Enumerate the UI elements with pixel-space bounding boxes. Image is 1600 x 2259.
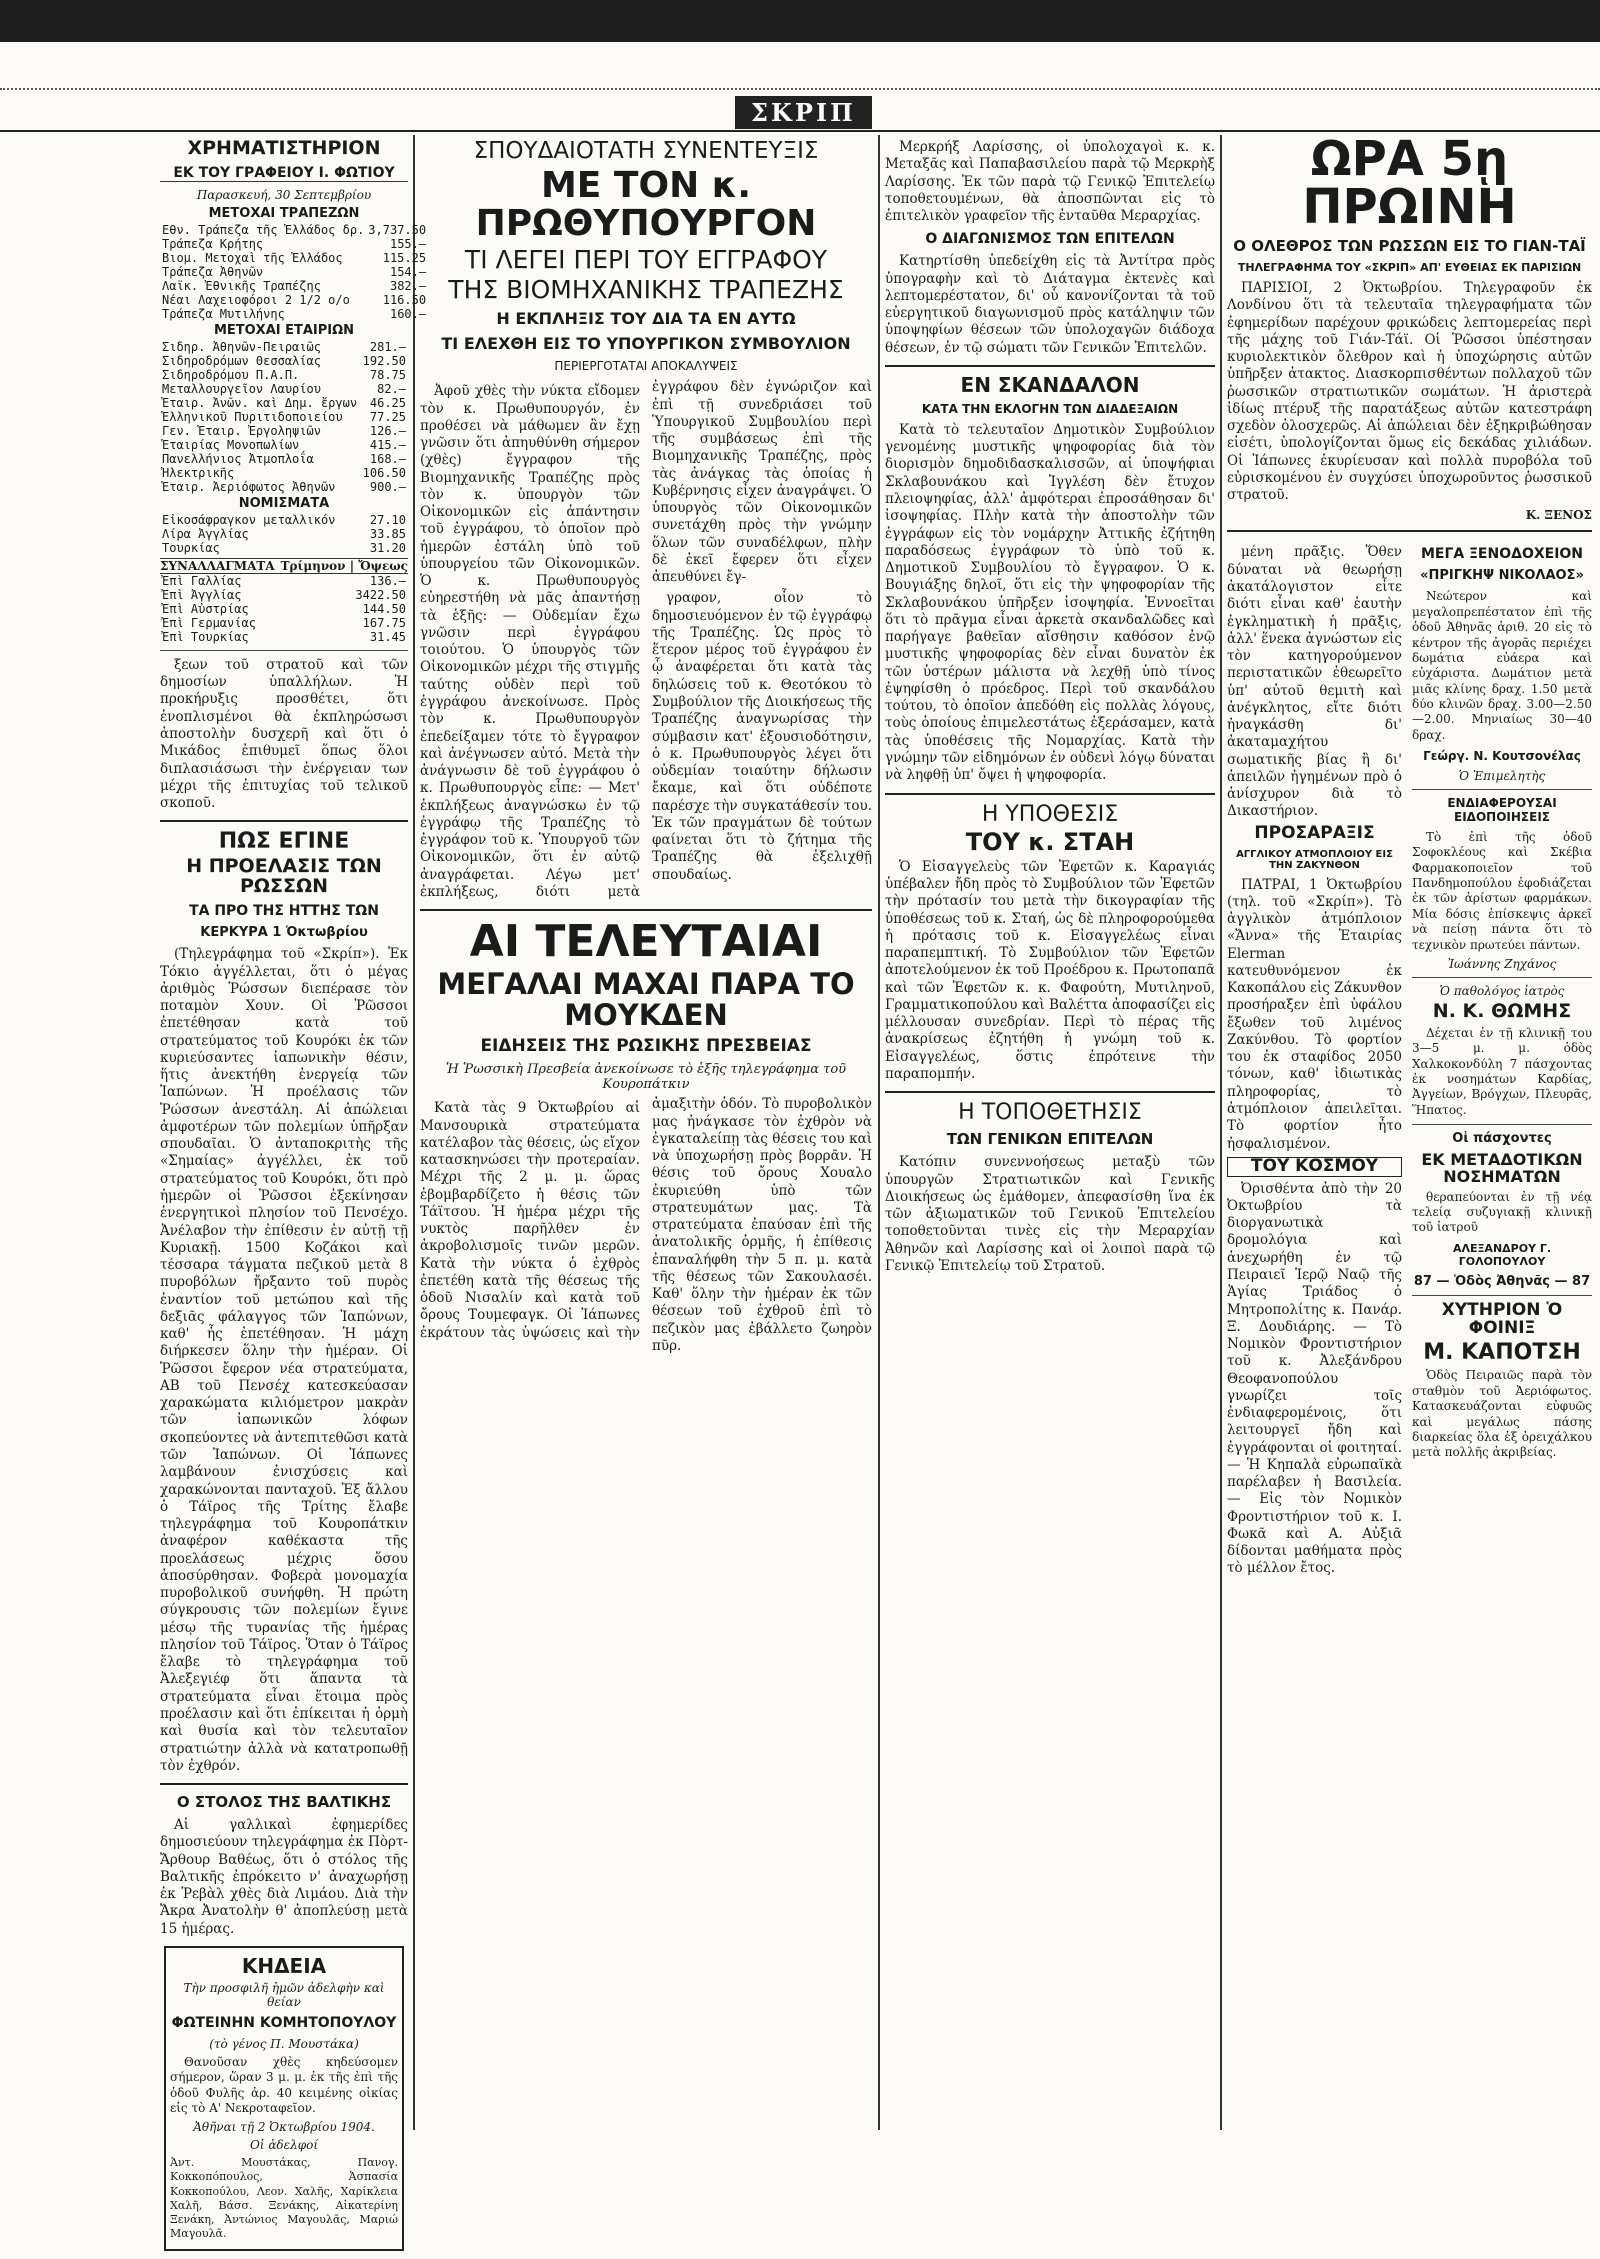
ad-title: ΕΝΔΙΑΦΕΡΟΥΣΑΙ ΕΙΔΟΠΟΙΗΣΕΙΣ [1447, 796, 1557, 825]
quote-value: 154.— [389, 264, 427, 279]
headline: ΤΗΣ ΒΙΟΜΗΧΑΝΙΚΗΣ ΤΡΑΠΕΖΗΣ [448, 274, 844, 304]
coins-title: ΝΟΜΙΣΜΑΤΑ [238, 495, 330, 511]
fx-title: ΣΥΝΑΛΛΑΓΜΑΤΑ [160, 558, 275, 573]
headline: ΤΟΥ ΚΟΣΜΟΥ [1227, 1157, 1402, 1177]
headline: Η ΠΡΟΕΛΑΣΙΣ ΤΩΝ ΡΩΣΣΩΝ [186, 855, 382, 898]
ad-signature-role: Ὁ Ἐπιμελητὴς [1458, 769, 1546, 784]
quote-row [160, 480, 408, 494]
quote-row [160, 513, 408, 527]
quote-name: Ἑλληνικοῦ Πυριτιδοποιείου [162, 409, 343, 424]
funeral-title: ΚΗΔΕΙΑ [241, 1953, 327, 1978]
article-body: (Τηλεγράφημα τοῦ «Σκρίπ»). Ἐκ Τόκιο ἀγγέλλεται, ὅτι ὁ μέγας ἀριθμὸς Ῥώσσων διεπέρασε τὸν ποταμὸν Χουν. Οἱ Ῥῶσσοι ἐπετέθησαν κατὰ τοῦ στρατεύματος τοῦ Κουρόκι ἐκ τῶν κυριεύσαντες ἰαπωνικὴν θέσιν, ἥτις ἀνεκτήθη ἐνεργείᾳ τῶν Ἰαπώνων. Ἡ προέλασις τῶν Ῥώσσων ἀνεστάλη. Αἱ ἀπώλειαι ἀμφοτέρων τῶν πολεμίων ὑπῆρξαν σπουδαῖαι. Ὁ ἀνταποκριτὴς τῆς «Σημαίας» ἀγγέλλει, ἐκ τοῦ στρατεύματος τοῦ Κουρόκι, ὅτι πρὸ ἡμερῶν οἱ Ῥῶσσοι ἐξεκίνησαν ἐνεργητικοὶ πλησίον τοῦ Πενσέχο. Ἀνέλαβον τὴν ἐπίθεσιν ἐν αὐτῇ τῇ Κυριακῇ. 1500 Κοζάκοι καὶ τέσσαρα τάγματα πεζικοῦ μετὰ 8 πυροβόλων ἤρξαντο τοῦ πυρὸς ἐναντίον τοῦ μετώπου καὶ τῆς δεξιᾶς φάλαγγος τῶν Ἰαπώνων, καθ' ἧς ἐπετέθησαν. Ἡ μάχη διήρκεσεν ὅλην τὴν ἡμέραν. Οἱ Ῥῶσσοι ἔφερον νέα στρατεύματα, ΑΒ τοῦ Πενσέχ κατεσκεύασαν χαρακώματα κιλιόμετρον μακρὰν τῶν ἰαπωνικῶν λόφων σκοπεύοντες νὰ ἀντεπιτεθῶσι κατὰ τῶν Ἰαπώνων. Οἱ Ἰάπωνες λαμβάνουν ἐνισχύσεις καὶ χαρακώνονται πανταχοῦ. Ἐξ ἄλλου ὁ Τάϊρος τῆς Τρίτης ἔλαβε τηλεγράφημα τοῦ Κουροπάτκιν ἀναφέρον καθέκαστα τῆς προελάσεως μέχρις ὅσου ἀποσύρθησαν. Φοβερὰ μονομαχία πυροβολικοῦ συνήφθη. Ἡ πρώτη σύγκρουσις τῶν πολεμίων ἔγινε μέσῳ τῆς τυρανίας τῆς ἡμέρας πλησίον τοῦ Τάϊρος. Ὅταν ὁ Τάϊρος ἔλαβε τὸ τηλεγράφημα τοῦ Ἀλεξεγιέφ ὅτι ἅπαντα τὰ στρατεύματα εἶναι ἕτοιμα πρὸς προέλασιν καὶ ὅτι ἐπίκειται ἡ ὁρμὴ καὶ θυσία καὶ τὸν τελευταῖον στρατιώτην ἀλλὰ νὰ κατατροπωθῇ τὸν ἐχθρόν. [160, 946, 408, 1774]
ad-name: ΑΛΕΞΑΝΔΡΟΥ Γ. ΓΟΛΟΠΟΥΛΟΥ [1452, 1241, 1552, 1268]
quote-row [160, 588, 408, 602]
quote-value: 144.50 [362, 601, 406, 616]
quote-value: 31.20 [369, 540, 406, 555]
article-body: Ὁ Εἰσαγγελεὺς τῶν Ἐφετῶν κ. Καραγιάς ὑπέβαλεν ἤδη πρὸς τὸ Συμβούλιον τῶν Ἐφετῶν τὴν πρότασίν του μετὰ τὴν δικογραφίαν τῆς ὑποθέσεως τοῦ κ. Σταή, ὡς δὲ πληροφορούμεθα ἡ πρότασις τοῦ κ. Εἰσαγγελέως εἶναι παραπεμπτική. Τὸ Συμβούλιον τῶν Ἐφετῶν ἀποτελούμενον ἐκ τοῦ Προέδρου κ. Πρωτοπαπᾶ καὶ τῶν Ἐφετῶν κ. κ. Φαφούτη, Μυτιληνοῦ, Γραμματικοπούλου καὶ Βαλέττα ἀποφασίζει εἰς μέλλουσαν συνεδρίαν. Περὶ τὸ πέρας τῆς ἀνακρίσεως ἐζητήθη ἡ γνώμη τοῦ κ. Εἰσαγγελέως, ὅστις ἐπρότεινε τὴν παραπομπήν. [885, 858, 1215, 1082]
article-body: ΠΑΡΙΣΙΟΙ, 2 Ὀκτωβρίου. Τηλεγραφοῦν ἐκ Λονδίνου ὅτι τὰ τελευταῖα τηλεγραφήματα τῶν ἐφημερίδων παρέχουν φρικώδεις λεπτομερείας περὶ τῆς μάχης τοῦ Γιάν-Τάϊ. Οἱ Ῥῶσσοι ὑπέστησαν κυριολεκτικὸν ὄλεθρον καὶ ἡ ὑποχώρησις αὐτῶν ὑπῆρξεν ἀτακτος. Διασκορπισθέντων πολλαχοῦ τῶν ῥωσσικῶν στρατιωτικῶν σωμάτων. Ἡ ἀριστερὰ ἰδίως πτέρυξ τῆς παρατάξεως αὐτῶν κατεστράφη σχεδὸν ὁλοσχερῶς. Αἱ ἀπώλειαι δὲν ἐξηκριβώθησαν εἰσέτι, ὑπολογίζονται ὅμως εἰς δεκάδας χιλιάδων. Οἱ Ἰάπωνες ἐκυρίευσαν καὶ πολλὰ πυροβόλα τοῦ εὐρισκομένου ἐν συγχύσει ὑποχωροῦντος ῥωσσικοῦ στρατοῦ. [1227, 280, 1592, 504]
coins-table [160, 513, 408, 555]
column-telegraph [1227, 131, 1592, 1582]
ad-name: «ΠΡΙΓΚΗΨ ΝΙΚΟΛΑΟΣ» [1420, 568, 1584, 584]
column-rule [1220, 135, 1222, 2130]
quote-name: Σιδηροδρόμου Π.Α.Π. [162, 367, 300, 382]
column-rule [878, 135, 880, 2130]
quote-value: 160.— [389, 306, 427, 321]
article-body: Κατὰ τὸ τελευταῖον Δημοτικὸν Συμβούλιον γενομένης μυστικῆς ψηφοφορίας διὰ τὸν διορισμὸν δημοδιδασκαλισσῶν, αἱ ὑποψήφιαι Σκλαβουνάκου καὶ Ἰγγλέση δὲν ἔτυχον πλειοψηφίας, ἀλλ' ἀμφότεραι ἐπροσάθησαν δι' ἰσοψηφίας. Πλὴν κατὰ τὴν ἀποστολὴν τῶν ἐγγράφων εἰς τὸν νομάρχην Ἀττικῆς ἐζήτηθη παραδόσεως ἐγγράφων τὸ ὑπὸ τοῦ κ. Δημοτικοῦ Συμβουλίου τὸ ἔγγραφον. Ὁ κ. Βουγιάξης δηλοῖ, ὅτι εἰς τὴν ψηφοφορίαν τῆς Σκλαβουνάκου ὑπῆρξεν ἰσοψηφία. Ἐννοεῖται ὅτι τὸ πρᾶγμα εἶναι ἀρκετὰ σκανδαλῶδες καὶ παρήγαγε βαθεῖαν αἴσθησιν καθόσον ἐνῷ μυστικῆς ψηφοφορίας δὲν εἶναι δυνατὸν ἐκ τῶν ὑστέρων μάλιστα νὰ λεχθῇ ὑπὸ τίνος ἐψηφίσθη ὁ πρόεδρος. Περὶ τοῦ σκανδάλου τούτου, τὸ ὁποῖον ἀπεδόθη εἰς πολλὰς λόγους, τοὺς ὁποίους ἐπιμελεστάτως ἐξεράσαμεν, κατὰ τὰς ὑποθέσεις τῆς Νομαρχίας. Κατὰ τὴν γνώμην τῶν εἰδημόνων ἐν οὐδενὶ λόγῳ δύναται νὰ ληφθῇ ὑπ' ὄψει ἡ ψηφοφορία. [885, 421, 1215, 784]
quote-row [160, 438, 408, 452]
quote-row [160, 307, 428, 321]
quote-name: Ἐπὶ Αὐστρίας [162, 601, 249, 616]
quote-name: Ἐπὶ Τουρκίας [162, 629, 249, 644]
quote-row [160, 354, 408, 368]
funeral-date: Ἀθῆναι τῇ 2 Ὀκτωβρίου 1904. [193, 2120, 375, 2135]
headline: Η ΥΠΟΘΕΣΙΣ [981, 801, 1119, 827]
main-headline: ΜΕ ΤΟΝ κ. ΠΡΩΘΥΠΟΥΡΓΟΝ [475, 165, 817, 244]
ad-body: Ὁδὸς Πειραιῶς παρὰ τὸν σταθμὸν τοῦ Ἀεριόφωτος. Κατασκευάζονται εὐφυῶς καὶ μεγάλως πάσης διαρκείας ὅλα ἐξ ὀρειχάλκου μετὰ πολλῆς ἀκριβείας. [1412, 1368, 1592, 1460]
quote-row [160, 340, 408, 354]
ad-body: Τὸ ἐπὶ τῆς ὁδοῦ Σοφοκλέους καὶ Σκέβια Φαρμακοποιεῖον τοῦ Πανδημοπούλου ἐφοδιάζεται ἐκ τῶν ἀρίστων φαρμάκων. Μία δόσις ἐπίσκεψις ἀρκεῖ νὰ πείσῃ πάντα ὅτι τὸ τεχνικὸν πρωτεύει πάντων. [1412, 830, 1592, 952]
quote-value: 82.— [377, 381, 406, 396]
ad-title: Οἱ πάσχοντες [1452, 1131, 1552, 1147]
column-news [885, 135, 1215, 1279]
battle-columns [420, 1096, 872, 1355]
quote-row [160, 293, 428, 307]
fx-table [160, 574, 408, 644]
quote-row [160, 223, 428, 237]
ad-signature: Ἰωάννης Ζηχάνος [1447, 956, 1557, 971]
quote-value: 167.75 [362, 615, 406, 630]
article-body: Κατηρτίσθη ὑπεδείχθη εἰς τὰ Ἀντίτρα πρὸς ὑπογραφὴν καὶ τὸ Διάταγμα ἐκτενὲς καὶ λεπτομερέστατον, δι' οὗ κανονίζονται τὰ τοῦ εὐεργητικοῦ διαγωνισμοῦ πρὸς κατάληψιν τῶν ὑποψηφίων θέσεων τῶν ὑπολοχαγῶν διάδοχα θέσεων, ἐν τῷ σώματι τῶν Γενικῶν Ἐπιτελῶν. [885, 253, 1215, 356]
quote-name: Εἰκοσάφραγκον μεταλλικόν [162, 512, 336, 527]
column-market [160, 135, 427, 2259]
banks-title: ΜΕΤΟΧΑΙ ΤΡΑΠΕΖΩΝ [208, 205, 360, 221]
funeral-sig: Οἱ ἀδελφοί [249, 2138, 319, 2153]
quote-value: 106.50 [362, 465, 406, 480]
quote-row [160, 424, 408, 438]
headline-kicker: ΣΠΟΥΔΑΙΟΤΑΤΗ ΣΥΝΕΝΤΕΥΞΙΣ [473, 138, 819, 164]
subheadline: ΤΙ ΕΛΕΧΘΗ ΕΙΣ ΤΟ ΥΠΟΥΡΓΙΚΟΝ ΣΥΜΒΟΥΛΙΟΝ [441, 334, 851, 354]
quote-row [160, 616, 408, 630]
quote-name: Τράπεζα Κρήτης [162, 236, 264, 251]
quote-name: Εθν. Τράπεζα τῆς Ἑλλάδος δρ. [162, 222, 365, 237]
quote-row [160, 396, 408, 410]
quote-value: 27.10 [369, 512, 406, 527]
market-date: Παρασκευή, 30 Σεπτεμβρίου [196, 187, 372, 202]
ad-title: Ὁ παθολόγος ἰατρὸς [1439, 983, 1565, 998]
subheadline: ΠΕΡΙΕΡΓΟΤΑΤΑΙ ΑΠΟΚΑΛΥΨΕΙΣ [554, 359, 738, 374]
quote-row [160, 574, 408, 588]
ad-title: ΧΥΤΗΡΙΟΝ Ὁ ΦΟΙΝΙΞ [1441, 1299, 1563, 1338]
column-rule [413, 135, 415, 2130]
quote-name: Ἐπὶ Γερμανίας [162, 615, 256, 630]
headline: ΠΡΟΣΑΡΑΞΙΣ [1254, 822, 1375, 843]
quote-name: Τράπεζα Ἀθηνῶν [162, 264, 264, 279]
ad-signature: Γεώργ. Ν. Κουτσονέλας [1423, 749, 1581, 764]
article-body: γραφον, οἷον τὸ δημοσιευόμενον ἐν τῷ ἐγγράφῳ τῆς Τραπέζης. Ὡς πρὸς τὸ ἕτερον μέρος τοῦ ἐγγράφου ἐν ᾧ ἀναφέρεται ὅτι κατὰ τὰς δηλώσεις τοῦ κ. Θεοτόκου τὸ Συμβούλιον τῆς Διοικήσεως τῆς Τραπέζης ἀναγνωρίσας τὴν σύμβασιν κατ' ἐξουσιοδότησιν, ὁ κ. Πρωθυπουργὸς λέγει ὅτι οὐδεμίαν τοιαύτην δήλωσιν ἔκαμε, καὶ ὅτι οὐδέποτε παρέσχε τὴν συγκατάθεσίν του. Ἐκ τῶν πραγμάτων δὲ τούτων φαίνεται ὅτι τὸ ζήτημα τῆς Τραπέζης θὰ ἐξελιχθῇ σπουδαίως. [652, 590, 872, 883]
quote-name: Ἑταιρ. Ἀεριόφωτος Ἀθηνῶν [162, 479, 336, 494]
headline: ΤΙ ΛΕΓΕΙ ΠΕΡΙ ΤΟΥ ΕΓΓΡΑΦΟΥ [464, 244, 828, 274]
headline: ΕΝ ΣΚΑΝΔΑΛΟΝ [960, 372, 1140, 397]
quote-name: Μεταλλουργεῖον Λαυρίου [162, 381, 321, 396]
headline: Ο ΣΤΟΛΟΣ ΤΗΣ ΒΑΛΤΙΚΗΣ [176, 1793, 392, 1812]
quote-name: Τράπεζα Μυτιλήνης [162, 306, 285, 321]
ad-body: Δέχεται ἐν τῇ κλινικῇ του 3—5 μ. μ. ὁδὸς Χαλκοκονδύλη 7 πάσχοντας ἐκ νοσημάτων Καρδίας, Ἀγγείων, Βρόγχων, Πλευρᾶς, Ἥπατος. [1412, 1025, 1592, 1117]
ad-name: Μ. ΚΑΠΟΤΣΗ [1423, 1340, 1581, 1366]
quote-row [160, 265, 428, 279]
funeral-body: Θανοῦσαν χθὲς κηδεύσομεν σήμερον, ὥραν 3 μ. μ. ἐκ τῆς ἐπὶ τῆς ὁδοῦ Φυλῆς ἀρ. 40 κειμένης οἰκίας εἰς τὸ Α' Νεκροταφεῖον. [170, 2054, 398, 2115]
quote-value: 116.50 [382, 292, 427, 307]
fx-header: ΣΥΝΑΛΛΑΓΜΑΤΑ Τρίμηνον | Ὄψεως [160, 558, 408, 573]
ad-body: θεραπεύονται ἐν τῇ νέᾳ τελείᾳ συζυγιακῇ κλινικῇ τοῦ ἰατροῦ [1412, 1189, 1592, 1235]
article-body: Κατὰ τὰς 9 Ὀκτωβρίου αἱ Μανσουρικὰ στρατεύματα κατέλαβον τὰς θέσεις, ὡς εἴχον κατασκηνώσει τὴν προτεραίαν. Μέχρι τῆς 2 μ. μ. ὥρας ἐβομβαρδίζετο ἡ θέσις τῶν Τάϊτσου. Ἡ ἡμέρα μέχρι τῆς νυκτὸς παρῆλθεν ἐν ἀκροβολισμοῖς τινῶν μερῶν. Κατὰ τὴν νύκτα ὁ ἐχθρὸς ἐπετέθη κατὰ τῆς θέσεως τῆς ὁδοῦ Νισαλίν καὶ κατὰ τοῦ ὄρους Τουμεφαγκ. Οἱ Ἰάπωνες ἐκράτουν τὰς ὑψώσεις καὶ τὴν ἀμαξιτὴν ὁδόν. Τὸ πυροβολικὸν μας ἠνάγκασε τὸν ἐχθρὸν νὰ ἐγκαταλείπῃ τὰς θέσεις του καὶ νὰ ὑποχωρήσῃ πρὸς βορρᾶν. Ἡ θέσις τοῦ ὄρους Χουαλο ἐκυριεύθη ὑπὸ τῶν στρατευμάτων μας. Τὰ στρατεύματα ἐπαύσαν ἐπὶ τῆς ἀνατολικῆς ὁρμῆς, ἡ ἐπίθεσις ἐπαναλήφθη τὴν 5 π. μ. κατὰ τῆς θέσεως τῶν Σακουλασέι. Καθ' ὅλην τὴν ἡμέραν ἐκ τῶν θέσεων τοῦ ἐχθροῦ ἐπὶ τὸ πεζικὸν μας ἐβάλλετο ζωηρὸν πῦρ. [420, 1096, 872, 1354]
quote-row [160, 466, 408, 480]
quote-name: Λίρα Ἀγγλίας [162, 526, 249, 541]
ad-title: ΜΕΓΑ ΞΕΝΟΔΟΧΕΙΟΝ [1420, 546, 1584, 563]
article-body: μένη πρᾶξις. Ὅθεν δύναται νὰ θεωρήσῃ ἀκατάλογιστον εἶτε διότι εἶναι καθ' ἑαυτὴν ἐγκληματικὴ ἡ πρᾶξις, ἀλλ' ἕνεκα ἀγνώστων εἰς τὸν κατηγορούμενον περιστατικῶν ἐθεωρεῖτο ὑπ' αὐτοῦ θεμιτὴ καὶ ἀνέγκλητος, εἴτε διότι ἠναγκάσθη δι' ἀκαταμαχήτου σωματικῆς βίας ἢ δι' ἀπειλῶν ἠγημένων πρὸ ὁ ἀνίσχυρον διὰ τὸ Δικαστήριον. [1227, 544, 1402, 820]
market-title: ΧΡΗΜΑΤΙΣΤΗΡΙΟΝ [187, 137, 381, 159]
quote-row [160, 368, 408, 382]
subheadline: ΤΗΛΕΓΡΑΦΗΜΑ ΤΟΥ «ΣΚΡΙΠ» ΑΠ' ΕΥΘΕΙΑΣ ΕΚ ΠΑΡΙΣΙΩΝ [1237, 261, 1582, 274]
market-subtitle: ΕΚ ΤΟΥ ΓΡΑΦΕΙΟΥ Ι. ΦΩΤΙΟΥ [160, 165, 408, 182]
subheadline: ΚΑΤΑ ΤΗΝ ΕΚΛΟΓΗΝ ΤΩΝ ΔΙΑΔΕΞΑΙΩΝ [921, 401, 1179, 416]
scan-top-border [0, 0, 1600, 42]
article-body: Μερκρήξ Λαρίσσης, οἱ ὑπολοχαγοὶ κ. κ. Μεταξᾶς καὶ Παπαβασιλείου παρὰ τῷ Μερκρὴξ Λαρίσσης. Ἐκ τῶν παρὰ τῷ Γενικῷ Ἐπιτελείῳ τοποθετουμένων, θὰ ἀποσπῶνται εἰς τὸ ἐπιτελικὸν γραφεῖον τῆς ἐνταῦθα Μεραρχίας. [885, 139, 1215, 225]
quote-name: Ἑταιρ. Ἀνῶν. καὶ Δημ. ἔργων [162, 395, 358, 410]
headline: ΠΩΣ ΕΓΙΝΕ [218, 829, 350, 855]
subheadline: Ο ΟΛΕΘΡΟΣ ΤΩΝ ΡΩΣΣΩΝ ΕΙΣ ΤΟ ΓΙΑΝ-ΤΑΪ [1233, 237, 1586, 255]
quote-row [160, 602, 408, 616]
quote-value: 900.— [369, 479, 406, 494]
article-body: Ἀφοῦ χθὲς τὴν νύκτα εἴδομεν τὸν κ. Πρωθυπουργόν, ἐν προθέσει νὰ μάθωμεν ἂν ἔχῃ γνῶσιν ὅτι ἀπηυθύνθη σήμερον (χθὲς) ἔγγραφον τῆς Βιομηχανικῆς Τραπέζης πρὸς τὸν κ. ὑπουργὸν τῶν Οἰκονομικῶν εἰς ἀπάντησιν τοῦ ἐγγράφου, τὸ ὁποῖον πρὸ ἡμερῶν ἐστάλη ὑπὸ τοῦ ὑπουργείου τῶν Οἰκονομικῶν. Ὁ κ. Πρωθυπουργὸς εὐηρεστήθη νὰ μᾶς ἀπαντήσῃ τὰ ἑξῆς: — Οὐδεμίαν ἔχω γνῶσιν περὶ ἐγγράφου τοιούτου. Ὁ ὑπουργὸς τῶν Οἰκονομικῶν μέχρι τῆς στιγμῆς ταύτης οὐδὲν περὶ τοῦ ἐγγράφου ἀνεκοίνωσε. Πρὸς τὸν κ. Πρωθυπουργὸν ἐπεδείξαμεν τότε τὸ ἔγγραφον καὶ ἀνέγνωσεν αὐτό. Μετὰ τὴν ἀνάγνωσιν δὲ τοῦ ἐγγράφου ὁ κ. Πρωθυπουργὸς εἶπε: — Μετ' ἐκπλήξεως ἀναγνώσκω ἐν τῷ ἐγγράφῳ τῆς Τραπέζης τὸ ἐγγράφον τοῦ κ. Ὑπουργοῦ τῶν Οἰκονομικῶν, ὅτι ἐν αὐτῷ ἀναγράφεται. Λέγω μετ' ἐκπλήξεως, διότι μετὰ ἐγγράφου δὲν ἐγνώριζον καὶ ἐπὶ τῇ συνεδριάσει τοῦ Ὑπουργικοῦ Συμβουλίου περὶ τῆς συμβάσεως ἐπὶ τῆς Βιομηχανικῆς Τραπέζης, πρὸς τὰς ἀνάγκας τὰς ὁποίας ἡ Κυβέρνησις εἶχεν ἀναγράψει. Ὁ ὑπουργὸς τῶν Οἰκονομικῶν συνετάχθη πρὸς τὴν γνώμην ὅλων τῶν συναδέλφων, πλὴν δὲ ἐκεῖ ἔφερεν ὅτι εἶχεν ἀπευθύνει ἔγ- [420, 379, 872, 900]
lead: Ἡ Ῥωσσικὴ Πρεσβεία ἀνεκοίνωσε τὸ ἑξῆς τηλεγράφημα τοῦ Κουροπάτκιν [445, 1062, 847, 1093]
quote-value: 77.25 [369, 409, 406, 424]
quote-name: Ἑταιρίας Μονοπωλίων [162, 437, 300, 452]
quote-value: 3422.50 [355, 587, 406, 602]
funeral-notice [164, 1946, 404, 2251]
quote-value: 78.75 [369, 367, 406, 382]
article-body: Κατόπιν συνεννοήσεως μεταξὺ τῶν ὑπουργῶν Στρατιωτικῶν καὶ Γενικῆς Διοικήσεως ὡς ἐμάθομεν, ἀπεφασίσθη ἵνα ἐκ τῶν ἀξιωματικῶν τοῦ Γενικοῦ Ἐπιτελείου τοποθετοῦνται τινὲς εἰς τὴν Μεραρχίαν Ἀθηνῶν καὶ Λαρίσσης καὶ οἱ λοιποὶ παρὰ τῷ Γενικῷ Ἐπιτελείῳ τοῦ Στρατοῦ. [885, 1154, 1215, 1274]
subheadline: ΤΑ ΠΡΟ ΤΗΣ ΗΤΤΗΣ ΤΩΝ [189, 903, 379, 920]
interview-columns [420, 379, 872, 901]
fx-col-2: Ὄψεως [358, 558, 408, 573]
quote-row [160, 452, 408, 466]
quote-value: 136.— [369, 573, 406, 588]
quote-row [160, 410, 408, 424]
ad-address: 87 — Ὁδὸς Ἀθηνᾶς — 87 [1413, 1273, 1591, 1289]
article-body: ΠΑΤΡΑΙ, 1 Ὀκτωβρίου (τηλ. τοῦ «Σκρίπ»). Τὸ ἀγγλικὸν ἀτμόπλοιον «Ἄννα» τῆς Ἑταιρίας Εlerman κατευθυνόμενον ἐκ Κακοπάλου εἰς Ζάκυνθον προσήραξεν ἐπὶ ὑφάλου ἔξωθεν τοῦ λιμένος Ζακύνθου. Τὸ φορτίον του ἐκ σταφίδος 2050 τόνων, καθ' ἰδιωτικὰς πληροφορίας, τὸ ἀτμόπλοιον ἀπειλεῖται. Τὸ φορτίον ἦτο ἠσφαλισμένον. [1227, 876, 1402, 1152]
funeral-born: (τὸ γένος Π. Μουστάκα) [209, 2036, 359, 2051]
funeral-names: Ἀντ. Μουστάκας, Πανογ. Κοκκοπόπουλος, Ἀσπασία Κοκκοπούλου, Λεον. Χαλῆς, Χαρίκλεια Χαλῆ, Βάσσ. Ξενάκης, Αἰκατερίνη Ξενάκη, Ἀντώνιος Μαγουλᾶς, Μαριώ Μαγουλᾶ. [170, 2156, 398, 2240]
quote-name: Πανελλήνιος Ἀτμοπλοΐα [162, 451, 314, 466]
quote-row [160, 382, 408, 396]
article-body: Αἱ γαλλικαὶ ἐφημερίδες δημοσιεύουν τηλεγράφημα ἐκ Πὸρτ-Ἄρθουρ Βαθέως, ὅτι ὁ στόλος τῆς Βαλτικῆς ἐπρόκειτο ν' ἀναχωρήσῃ ἐκ Ῥεβὰλ χθὲς διὰ Λιμάου. Διὰ τὴν Ἄκρα Ἀνατολὴν θ' ἀποπλεύσῃ μετὰ 15 ἡμέρας. [160, 1817, 408, 1937]
article-body: Ὀρισθέντα ἀπὸ τὴν 20 Ὀκτωβρίου τὰ διοργανωτικὰ δρομολόγια καὶ ἀνεχωρήθη ἐν τῷ Πειραιεῖ Ἱερῷ Ναῷ τῆς Ἁγίας Τριάδος ὁ Μητροπολίτης κ. Πανάρ. Ξ. Δουδιάρης. — Τὸ Νομικὸν Φροντιστήριον τοῦ κ. Ἀλεξάνδρου Θεοφανοπούλου γνωρίζει τοῖς ἐνδιαφερομένοις, ὅτι λειτουργεῖ ἤδη καὶ ἐγγράφονται οἱ φοιτηταί. — Ἡ Κηπαλὰ εὐρωπαϊκὰ παρέλαβεν ἡ Βασιλεία. — Εἰς τὸν Νομικὸν Φροντιστήριον τοῦ κ. Ι. Φωκᾶ καὶ Α. Αὐξιᾶ δίδονται μαθήματα πρὸς τὸ μέλλον ἔτος. [1227, 1180, 1402, 1577]
quote-name: Σιδηρ. Ἀθηνῶν-Πειραιῶς [162, 339, 321, 354]
quote-value: 281.— [369, 339, 406, 354]
companies-table [160, 340, 408, 494]
subheadline: Η ΕΚΠΛΗΞΙΣ ΤΟΥ ΔΙΑ ΤΑ ΕΝ ΑΥΤΩ [496, 309, 796, 329]
signature: Κ. ΞΕΝΟΣ [1525, 508, 1592, 523]
subheadline: ΑΓΓΛΙΚΟΥ ΑΤΜΟΠΛΟΙΟΥ ΕΙΣ ΤΗΝ ΖΑΚΥΝΘΟΝ [1236, 848, 1393, 871]
quote-name: Τουρκίας [162, 540, 220, 555]
headline: Η ΤΟΠΟΘΕΤΗΣΙΣ [958, 1100, 1142, 1126]
paragraph: ξεων τοῦ στρατοῦ καὶ τῶν δημοσίων ὑπαλλήλων. Ἡ προκήρυξις προσθέτει, ὅτι ἐνοπλισμένοι θὰ ἐκπληρώσωσι ἀποστολὴν δυσχερῆ καὶ ὅτι ὁ Μικάδος ἐπιθυμεῖ ὅπως ὅλοι διπλασιάσωσι τὴν ἐνέργειαν των μέχρι τῆς ἐπιτυχίας τοῦ τελικοῦ σκοποῦ. [160, 656, 408, 812]
quote-name: Λαϊκ. Ἐθνικῆς Τραπέζης [162, 278, 321, 293]
masthead [0, 88, 1600, 132]
ad-name: ΕΚ ΜΕΤΑΔΟΤΙΚΩΝ ΝΟΣΗΜΑΤΩΝ [1421, 1150, 1583, 1186]
quote-name: Νέαι Λαχειοφόροι 2 1/2 ο/ο [162, 292, 350, 307]
subheadline: ΕΙΔΗΣΕΙΣ ΤΗΣ ΡΩΣΙΚΗΣ ΠΡΕΣΒΕΙΑΣ [480, 1036, 812, 1057]
ad-name: Ν. Κ. ΘΩΜΗΣ [1432, 999, 1572, 1022]
quote-value: 168.— [369, 451, 406, 466]
column-interview [420, 135, 872, 1355]
ad-body: Νεώτερον καὶ μεγαλοπρεπέστατον ἐπὶ τῆς ὁδοῦ Ἀθηνᾶς ἀριθ. 20 εἰς τὸ κέντρον τῆς ἀγορᾶς περιέχει δωμάτια εὐάερα καὶ εὐχάριστα. Δωμάτιον μετὰ μιᾶς κλίνης δραχ. 1.50 μετὰ δύο κλινῶν δραχ. 3.00—2.50—2.00. Μηνιαίως 30—40 δραχ. [1412, 589, 1592, 742]
dateline: ΚΕΡΚΥΡΑ 1 Ὀκτωβρίου [200, 925, 368, 941]
quote-value: 115.25 [382, 250, 427, 265]
quote-value: 31.45 [369, 629, 406, 644]
ads-column [1412, 540, 1592, 1581]
main-headline: ΑΙ ΤΕΛΕΥΤΑΙΑΙ [469, 916, 823, 968]
quote-value: 46.25 [369, 395, 406, 410]
quote-name: Ἠλεκτρικῆς [162, 465, 235, 480]
funeral-intro: Τὴν προσφιλῆ ἡμῶν ἀδελφὴν καὶ θείαν [183, 1980, 385, 2009]
quote-row [160, 527, 408, 541]
quote-value: 126.— [369, 423, 406, 438]
quote-row [160, 630, 408, 644]
lower-left-column [1227, 540, 1402, 1581]
quote-value: 33.85 [369, 526, 406, 541]
newspaper-name: ΣΚΡΙΠ [735, 96, 872, 129]
funeral-name: ΦΩΤΕΙΝΗΝ ΚΟΜΗΤΟΠΟΥΛΟΥ [171, 2014, 397, 2031]
quote-value: 382.— [389, 278, 427, 293]
quote-row [160, 251, 428, 265]
headline: Ο ΔΙΑΓΩΝΙΣΜΟΣ ΤΩΝ ΕΠΙΤΕΛΩΝ [925, 231, 1175, 248]
quote-value: 3,737.50 [368, 222, 427, 237]
headline: ΤΟΥ κ. ΣΤΑΗ [965, 827, 1135, 856]
quote-name: Ἐπὶ Ἀγγλίας [162, 587, 242, 602]
quote-name: Βιομ. Μετοχαὶ τῆς Ἑλλάδος [162, 250, 343, 265]
fx-col-1: Τρίμηνον [280, 558, 346, 573]
quote-value: 192.50 [362, 353, 406, 368]
quote-value: 415.— [369, 437, 406, 452]
headline: ΜΕΓΑΛΑΙ ΜΑΧΑΙ ΠΑΡΑ ΤΟ ΜΟΥΚΔΕΝ [437, 967, 855, 1032]
main-headline: ΩΡΑ 5ῃ ΠΡΩΙΝΗ [1302, 131, 1517, 235]
quote-name: Ἐπὶ Γαλλίας [162, 573, 242, 588]
companies-title: ΜΕΤΟΧΑΙ ΕΤΑΙΡΙΩΝ [213, 322, 355, 338]
subheadline: ΤΩΝ ΓΕΝΙΚΩΝ ΕΠΙΤΕΛΩΝ [946, 1130, 1154, 1149]
banks-table [160, 223, 428, 321]
quote-row [160, 279, 428, 293]
quote-name: Σιδηροδρόμων Θεσσαλίας [162, 353, 321, 368]
quote-row [160, 541, 408, 555]
quote-name: Γεν. Ἑταιρ. Ἐργοληψιῶν [162, 423, 321, 438]
lower-columns [1227, 540, 1592, 1581]
quote-row [160, 237, 428, 251]
quote-value: 155.— [389, 236, 427, 251]
